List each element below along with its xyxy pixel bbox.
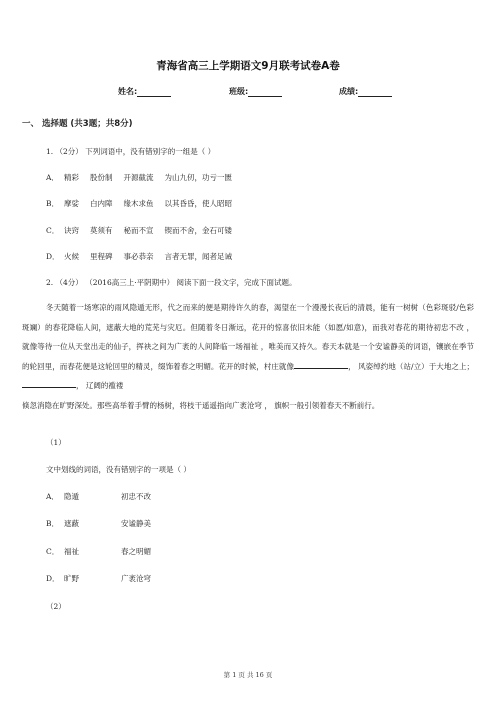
question-2-stem: 2. （4分） （2016高三上·平阴期中） 阅读下面一段文字，完成下面试题。 <box>46 278 297 287</box>
subquestion-1-stem: 文中划线的词语，没有错别字的一项是（ ） <box>46 465 191 474</box>
fill-blank-1 <box>294 361 348 369</box>
name-blank <box>137 88 171 97</box>
score-label: 成绩: <box>339 87 359 96</box>
option-letter: C． <box>46 226 60 235</box>
page-title: 青海省高三上学期语文9月联考试卷A卷 <box>156 60 340 72</box>
reading-passage-end: 倏忽消隐在旷野深处。那些高举着手臂的杨树，将枝干遥遥指向广袤沧穹 ， 旗帜一般引领着春天不断前行。 <box>22 401 380 410</box>
q2-1-option-c: C． 福祉 春之明媚 <box>46 547 151 556</box>
q1-option-c: C． 诀窍 莫须有 秘而不宣 锲而不舍，金石可镂 <box>46 226 232 235</box>
q1-option-a: A． 精彩 股份制 开源截流 为山九仞，功亏一匮 <box>46 173 232 182</box>
q1-option-b: B． 摩娑 白内障 缘木求鱼 以其昏昏，使人昭昭 <box>46 199 232 208</box>
subquestion-2-label: （2） <box>46 602 66 611</box>
q2-1-option-d: D． 旷野 广袤沧穹 <box>46 574 151 583</box>
class-blank <box>248 88 282 97</box>
class-field <box>229 86 282 97</box>
question-1-stem: 1. （2分） 下列词语中，没有错别字的一组是（ ） <box>46 147 216 156</box>
page-footer: 第 1 页 共 16 页 <box>223 671 273 679</box>
q2-1-option-b: B． 遮蔽 安谧静美 <box>46 519 151 528</box>
section-heading: 一、 选择题 (共3题；共8分) <box>22 119 133 129</box>
subquestion-1-label: （1） <box>46 438 66 447</box>
score-blank <box>358 88 392 97</box>
reading-passage: 冬天随着一场寒凉的雨风隐遁无形，代之而来的便是期待许久的春，渴望在一个漫漫长夜后的清晨，能有一树树（色彩斑驳/色彩斑斓）的春花降临人间，遮蔽大地的荒芜与灾厄。但随着冬日渐远，花开的惊喜依旧未能（如愿/如意)，而我对春花的期待初忠不改 ， 就像等待一位从天堂出走的仙子，挥袂之间为广袤的人间降临一场福祉 ，唯美而又持久。春天本就是一个安谧静美的词语，镶嵌在季节的轮回里，而春花便是这轮回里的精灵，缀饰着春之明媚。花开的时候，村庄就像 ， 风姿绰约地（站/立）于大地之上；， 辽阔的褴褛 <box>22 303 474 390</box>
score-field <box>339 86 392 97</box>
name-label: 姓名: <box>118 87 138 96</box>
q2-1-option-a: A． 隐遁 初忠不改 <box>46 492 151 501</box>
option-letter: B． <box>46 199 60 208</box>
class-label: 班级: <box>229 87 249 96</box>
q1-option-d: D． 火候 里程碑 事必恭亲 言者无罪，闻者足诫 <box>46 252 232 261</box>
option-letter: A． <box>46 173 59 182</box>
option-letter: D． <box>46 252 60 261</box>
fill-blank-2 <box>22 380 76 388</box>
name-field <box>118 86 171 97</box>
